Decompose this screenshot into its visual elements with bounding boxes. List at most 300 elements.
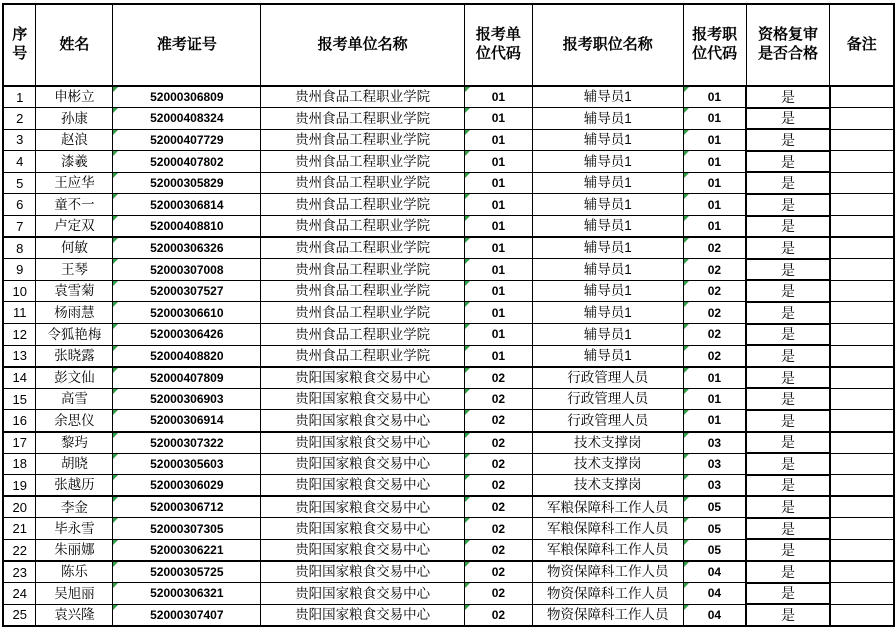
cell-remarks — [830, 367, 894, 389]
cell-position-code: 01 — [683, 194, 746, 216]
number-as-text-indicator-icon — [684, 194, 689, 199]
cell-unit-name: 贵州食品工程职业学院 — [261, 259, 465, 281]
cell-unit-name: 贵州食品工程职业学院 — [261, 237, 465, 259]
cell-serial: 22 — [3, 539, 36, 561]
cell-review-result: 是 — [746, 388, 830, 410]
cell-unit-name: 贵州食品工程职业学院 — [261, 86, 465, 108]
table-row — [3, 388, 894, 410]
cell-ticket-number: 52000306029 — [113, 475, 261, 497]
cell-review-result: 是 — [746, 539, 830, 561]
cell-unit-code: 02 — [464, 410, 532, 432]
cell-unit-code: 02 — [464, 604, 532, 626]
cell-serial: 11 — [3, 302, 36, 324]
number-as-text-indicator-icon — [113, 368, 118, 373]
cell-position-code: 04 — [683, 583, 746, 605]
cell-unit-name: 贵州食品工程职业学院 — [261, 324, 465, 346]
cell-review-result: 是 — [746, 216, 830, 238]
number-as-text-indicator-icon — [113, 302, 118, 307]
cell-name: 何敏 — [36, 237, 113, 259]
cell-serial: 5 — [3, 172, 36, 194]
cell-serial: 12 — [3, 324, 36, 346]
cell-remarks — [830, 324, 894, 346]
cell-position-code: 04 — [683, 561, 746, 583]
number-as-text-indicator-icon — [465, 216, 470, 221]
number-as-text-indicator-icon — [465, 583, 470, 588]
number-as-text-indicator-icon — [684, 259, 689, 264]
table-row — [3, 604, 894, 626]
number-as-text-indicator-icon — [684, 108, 689, 113]
number-as-text-indicator-icon — [113, 346, 118, 351]
cell-ticket-number: 52000408820 — [113, 345, 261, 367]
cell-unit-name: 贵阳国家粮食交易中心 — [261, 453, 465, 475]
cell-position-name: 辅导员1 — [532, 302, 683, 324]
number-as-text-indicator-icon — [465, 562, 470, 567]
cell-name: 孙康 — [36, 108, 113, 130]
cell-unit-code: 01 — [464, 237, 532, 259]
number-as-text-indicator-icon — [113, 151, 118, 156]
cell-unit-name: 贵阳国家粮食交易中心 — [261, 410, 465, 432]
cell-serial: 16 — [3, 410, 36, 432]
cell-position-name: 物资保障科工作人员 — [532, 583, 683, 605]
table-row — [3, 539, 894, 561]
table-row — [3, 86, 894, 108]
cell-ticket-number: 52000307407 — [113, 604, 261, 626]
cell-review-result: 是 — [746, 302, 830, 324]
table-row — [3, 151, 894, 173]
cell-position-name: 物资保障科工作人员 — [532, 604, 683, 626]
cell-ticket-number: 52000306221 — [113, 539, 261, 561]
cell-unit-code: 02 — [464, 388, 532, 410]
cell-unit-code: 02 — [464, 475, 532, 497]
cell-ticket-number: 52000307008 — [113, 259, 261, 281]
cell-serial: 20 — [3, 496, 36, 518]
table-row — [3, 280, 894, 302]
cell-serial: 4 — [3, 151, 36, 173]
number-as-text-indicator-icon — [684, 324, 689, 329]
cell-position-name: 技术支撑岗 — [532, 453, 683, 475]
cell-position-code: 05 — [683, 518, 746, 540]
cell-review-result: 是 — [746, 432, 830, 454]
cell-review-result: 是 — [746, 324, 830, 346]
cell-unit-name: 贵州食品工程职业学院 — [261, 108, 465, 130]
number-as-text-indicator-icon — [113, 108, 118, 113]
cell-remarks — [830, 108, 894, 130]
cell-name: 漆羲 — [36, 151, 113, 173]
number-as-text-indicator-icon — [113, 324, 118, 329]
cell-serial: 24 — [3, 583, 36, 605]
number-as-text-indicator-icon — [465, 302, 470, 307]
number-as-text-indicator-icon — [684, 562, 689, 567]
cell-unit-name: 贵州食品工程职业学院 — [261, 345, 465, 367]
cell-unit-code: 01 — [464, 259, 532, 281]
cell-name: 毕永雪 — [36, 518, 113, 540]
cell-review-result: 是 — [746, 86, 830, 108]
table-row — [3, 108, 894, 130]
cell-ticket-number: 52000305603 — [113, 453, 261, 475]
header-unit_code: 报考单位代码 — [464, 4, 532, 86]
cell-unit-code: 01 — [464, 345, 532, 367]
cell-remarks — [830, 237, 894, 259]
cell-position-name: 辅导员1 — [532, 129, 683, 151]
number-as-text-indicator-icon — [113, 410, 118, 415]
cell-remarks — [830, 388, 894, 410]
cell-serial: 13 — [3, 345, 36, 367]
cell-ticket-number: 52000307305 — [113, 518, 261, 540]
number-as-text-indicator-icon — [113, 216, 118, 221]
header-ticket: 准考证号 — [113, 4, 261, 86]
number-as-text-indicator-icon — [465, 454, 470, 459]
cell-unit-code: 02 — [464, 583, 532, 605]
cell-review-result: 是 — [746, 453, 830, 475]
cell-ticket-number: 52000307527 — [113, 280, 261, 302]
cell-name: 童不一 — [36, 194, 113, 216]
cell-position-name: 技术支撑岗 — [532, 475, 683, 497]
number-as-text-indicator-icon — [684, 433, 689, 438]
cell-position-name: 辅导员1 — [532, 194, 683, 216]
cell-review-result: 是 — [746, 237, 830, 259]
cell-remarks — [830, 302, 894, 324]
number-as-text-indicator-icon — [113, 238, 118, 243]
cell-review-result: 是 — [746, 496, 830, 518]
number-as-text-indicator-icon — [465, 259, 470, 264]
number-as-text-indicator-icon — [684, 497, 689, 502]
cell-position-name: 军粮保障科工作人员 — [532, 496, 683, 518]
number-as-text-indicator-icon — [684, 151, 689, 156]
cell-unit-code: 01 — [464, 280, 532, 302]
cell-position-name: 辅导员1 — [532, 324, 683, 346]
cell-review-result: 是 — [746, 367, 830, 389]
cell-ticket-number: 52000408810 — [113, 216, 261, 238]
cell-ticket-number: 52000306914 — [113, 410, 261, 432]
cell-name: 袁雪菊 — [36, 280, 113, 302]
number-as-text-indicator-icon — [465, 238, 470, 243]
table-row — [3, 583, 894, 605]
number-as-text-indicator-icon — [684, 130, 689, 135]
cell-unit-name: 贵州食品工程职业学院 — [261, 194, 465, 216]
cell-serial: 14 — [3, 367, 36, 389]
cell-ticket-number: 52000306809 — [113, 86, 261, 108]
cell-name: 令狐艳梅 — [36, 324, 113, 346]
cell-name: 袁兴隆 — [36, 604, 113, 626]
cell-unit-name: 贵州食品工程职业学院 — [261, 280, 465, 302]
cell-unit-code: 01 — [464, 216, 532, 238]
table-row — [3, 432, 894, 454]
number-as-text-indicator-icon — [684, 238, 689, 243]
cell-serial: 9 — [3, 259, 36, 281]
cell-name: 黎玙 — [36, 432, 113, 454]
number-as-text-indicator-icon — [113, 475, 118, 480]
table-row — [3, 345, 894, 367]
number-as-text-indicator-icon — [113, 497, 118, 502]
cell-unit-name: 贵阳国家粮食交易中心 — [261, 539, 465, 561]
number-as-text-indicator-icon — [465, 605, 470, 610]
cell-ticket-number: 52000407802 — [113, 151, 261, 173]
qualification-review-table — [2, 3, 895, 627]
cell-name: 吴旭丽 — [36, 583, 113, 605]
number-as-text-indicator-icon — [465, 540, 470, 545]
number-as-text-indicator-icon — [113, 433, 118, 438]
cell-unit-code: 01 — [464, 172, 532, 194]
cell-remarks — [830, 280, 894, 302]
number-as-text-indicator-icon — [465, 497, 470, 502]
cell-position-name: 辅导员1 — [532, 237, 683, 259]
cell-serial: 19 — [3, 475, 36, 497]
table-row — [3, 302, 894, 324]
table-row — [3, 194, 894, 216]
table-row — [3, 475, 894, 497]
header-review: 资格复审是否合格 — [746, 4, 830, 86]
number-as-text-indicator-icon — [465, 151, 470, 156]
cell-unit-code: 02 — [464, 453, 532, 475]
cell-unit-name: 贵州食品工程职业学院 — [261, 302, 465, 324]
cell-ticket-number: 52000306326 — [113, 237, 261, 259]
number-as-text-indicator-icon — [113, 562, 118, 567]
cell-remarks — [830, 172, 894, 194]
cell-remarks — [830, 496, 894, 518]
cell-position-name: 物资保障科工作人员 — [532, 561, 683, 583]
cell-ticket-number: 52000306712 — [113, 496, 261, 518]
cell-ticket-number: 52000407729 — [113, 129, 261, 151]
cell-position-code: 01 — [683, 367, 746, 389]
number-as-text-indicator-icon — [113, 454, 118, 459]
cell-position-code: 02 — [683, 324, 746, 346]
cell-remarks — [830, 151, 894, 173]
cell-review-result: 是 — [746, 583, 830, 605]
number-as-text-indicator-icon — [465, 173, 470, 178]
cell-ticket-number: 52000306426 — [113, 324, 261, 346]
cell-position-code: 02 — [683, 237, 746, 259]
cell-position-name: 辅导员1 — [532, 216, 683, 238]
cell-unit-name: 贵阳国家粮食交易中心 — [261, 432, 465, 454]
number-as-text-indicator-icon — [684, 87, 689, 92]
cell-unit-name: 贵州食品工程职业学院 — [261, 172, 465, 194]
cell-ticket-number: 52000407809 — [113, 367, 261, 389]
cell-review-result: 是 — [746, 604, 830, 626]
number-as-text-indicator-icon — [684, 410, 689, 415]
cell-unit-code: 02 — [464, 432, 532, 454]
cell-position-name: 行政管理人员 — [532, 367, 683, 389]
cell-ticket-number: 52000408324 — [113, 108, 261, 130]
number-as-text-indicator-icon — [113, 518, 118, 523]
cell-review-result: 是 — [746, 259, 830, 281]
cell-name: 王琴 — [36, 259, 113, 281]
cell-serial: 23 — [3, 561, 36, 583]
cell-unit-code: 01 — [464, 108, 532, 130]
cell-serial: 1 — [3, 86, 36, 108]
number-as-text-indicator-icon — [113, 605, 118, 610]
number-as-text-indicator-icon — [113, 87, 118, 92]
cell-name: 余思仪 — [36, 410, 113, 432]
cell-position-code: 01 — [683, 410, 746, 432]
cell-position-name: 辅导员1 — [532, 345, 683, 367]
cell-unit-name: 贵阳国家粮食交易中心 — [261, 518, 465, 540]
cell-unit-code: 02 — [464, 496, 532, 518]
cell-review-result: 是 — [746, 280, 830, 302]
number-as-text-indicator-icon — [465, 324, 470, 329]
cell-position-name: 辅导员1 — [532, 280, 683, 302]
cell-unit-name: 贵阳国家粮食交易中心 — [261, 604, 465, 626]
number-as-text-indicator-icon — [113, 259, 118, 264]
cell-review-result: 是 — [746, 410, 830, 432]
cell-name: 卢定双 — [36, 216, 113, 238]
table-row — [3, 172, 894, 194]
cell-name: 陈乐 — [36, 561, 113, 583]
cell-unit-name: 贵阳国家粮食交易中心 — [261, 561, 465, 583]
cell-unit-code: 02 — [464, 561, 532, 583]
cell-review-result: 是 — [746, 518, 830, 540]
cell-ticket-number: 52000305725 — [113, 561, 261, 583]
cell-position-name: 辅导员1 — [532, 108, 683, 130]
header-row — [3, 4, 894, 86]
number-as-text-indicator-icon — [465, 518, 470, 523]
cell-name: 王应华 — [36, 172, 113, 194]
table-row — [3, 453, 894, 475]
number-as-text-indicator-icon — [465, 108, 470, 113]
cell-review-result: 是 — [746, 151, 830, 173]
cell-remarks — [830, 432, 894, 454]
number-as-text-indicator-icon — [465, 410, 470, 415]
table-row — [3, 216, 894, 238]
cell-ticket-number: 52000306321 — [113, 583, 261, 605]
cell-unit-code: 01 — [464, 302, 532, 324]
number-as-text-indicator-icon — [113, 130, 118, 135]
cell-remarks — [830, 259, 894, 281]
cell-unit-code: 01 — [464, 194, 532, 216]
cell-ticket-number: 52000307322 — [113, 432, 261, 454]
cell-unit-code: 02 — [464, 539, 532, 561]
cell-unit-code: 02 — [464, 367, 532, 389]
cell-review-result: 是 — [746, 561, 830, 583]
cell-position-name: 行政管理人员 — [532, 410, 683, 432]
cell-name: 申彬立 — [36, 86, 113, 108]
number-as-text-indicator-icon — [465, 281, 470, 286]
cell-position-name: 技术支撑岗 — [532, 432, 683, 454]
cell-name: 彭文仙 — [36, 367, 113, 389]
cell-position-code: 03 — [683, 432, 746, 454]
cell-position-code: 01 — [683, 172, 746, 194]
number-as-text-indicator-icon — [113, 194, 118, 199]
cell-remarks — [830, 216, 894, 238]
cell-ticket-number: 52000305829 — [113, 172, 261, 194]
cell-name: 张晓露 — [36, 345, 113, 367]
cell-position-name: 辅导员1 — [532, 172, 683, 194]
table-row — [3, 237, 894, 259]
cell-unit-name: 贵州食品工程职业学院 — [261, 129, 465, 151]
number-as-text-indicator-icon — [113, 540, 118, 545]
header-unit_name: 报考单位名称 — [261, 4, 465, 86]
cell-remarks — [830, 345, 894, 367]
cell-position-code: 01 — [683, 108, 746, 130]
cell-remarks — [830, 86, 894, 108]
cell-serial: 3 — [3, 129, 36, 151]
table-row — [3, 129, 894, 151]
number-as-text-indicator-icon — [684, 216, 689, 221]
cell-position-code: 02 — [683, 280, 746, 302]
cell-position-code: 01 — [683, 388, 746, 410]
cell-position-code: 04 — [683, 604, 746, 626]
cell-unit-code: 02 — [464, 518, 532, 540]
cell-ticket-number: 52000306814 — [113, 194, 261, 216]
cell-ticket-number: 52000306903 — [113, 388, 261, 410]
cell-position-code: 05 — [683, 496, 746, 518]
cell-serial: 15 — [3, 388, 36, 410]
cell-review-result: 是 — [746, 475, 830, 497]
cell-name: 杨雨慧 — [36, 302, 113, 324]
number-as-text-indicator-icon — [465, 475, 470, 480]
header-position_code: 报考职位代码 — [683, 4, 746, 86]
number-as-text-indicator-icon — [684, 281, 689, 286]
cell-remarks — [830, 475, 894, 497]
cell-remarks — [830, 129, 894, 151]
cell-name: 胡晓 — [36, 453, 113, 475]
cell-remarks — [830, 453, 894, 475]
table-row — [3, 518, 894, 540]
cell-position-name: 军粮保障科工作人员 — [532, 518, 683, 540]
cell-position-code: 02 — [683, 302, 746, 324]
cell-serial: 21 — [3, 518, 36, 540]
table-row — [3, 259, 894, 281]
cell-position-code: 02 — [683, 345, 746, 367]
number-as-text-indicator-icon — [465, 433, 470, 438]
cell-review-result: 是 — [746, 129, 830, 151]
number-as-text-indicator-icon — [113, 281, 118, 286]
cell-unit-name: 贵阳国家粮食交易中心 — [261, 583, 465, 605]
number-as-text-indicator-icon — [684, 518, 689, 523]
cell-unit-name: 贵州食品工程职业学院 — [261, 151, 465, 173]
cell-remarks — [830, 539, 894, 561]
cell-position-name: 军粮保障科工作人员 — [532, 539, 683, 561]
cell-remarks — [830, 604, 894, 626]
cell-serial: 17 — [3, 432, 36, 454]
number-as-text-indicator-icon — [684, 605, 689, 610]
number-as-text-indicator-icon — [684, 475, 689, 480]
cell-unit-code: 01 — [464, 151, 532, 173]
table-row — [3, 410, 894, 432]
header-position_name: 报考职位名称 — [532, 4, 683, 86]
cell-remarks — [830, 518, 894, 540]
cell-serial: 18 — [3, 453, 36, 475]
number-as-text-indicator-icon — [113, 583, 118, 588]
cell-serial: 6 — [3, 194, 36, 216]
table-body — [3, 86, 894, 626]
number-as-text-indicator-icon — [465, 130, 470, 135]
number-as-text-indicator-icon — [684, 346, 689, 351]
number-as-text-indicator-icon — [684, 389, 689, 394]
cell-position-code: 02 — [683, 259, 746, 281]
cell-serial: 7 — [3, 216, 36, 238]
number-as-text-indicator-icon — [684, 583, 689, 588]
number-as-text-indicator-icon — [113, 389, 118, 394]
number-as-text-indicator-icon — [684, 540, 689, 545]
cell-name: 赵浪 — [36, 129, 113, 151]
number-as-text-indicator-icon — [113, 173, 118, 178]
cell-position-code: 01 — [683, 151, 746, 173]
cell-ticket-number: 52000306610 — [113, 302, 261, 324]
cell-serial: 8 — [3, 237, 36, 259]
cell-remarks — [830, 583, 894, 605]
cell-position-code: 01 — [683, 129, 746, 151]
cell-serial: 10 — [3, 280, 36, 302]
table-row — [3, 367, 894, 389]
number-as-text-indicator-icon — [465, 194, 470, 199]
cell-remarks — [830, 410, 894, 432]
cell-serial: 25 — [3, 604, 36, 626]
header-serial: 序号 — [3, 4, 36, 86]
number-as-text-indicator-icon — [465, 346, 470, 351]
header-name: 姓名 — [36, 4, 113, 86]
cell-unit-code: 01 — [464, 129, 532, 151]
cell-remarks — [830, 561, 894, 583]
